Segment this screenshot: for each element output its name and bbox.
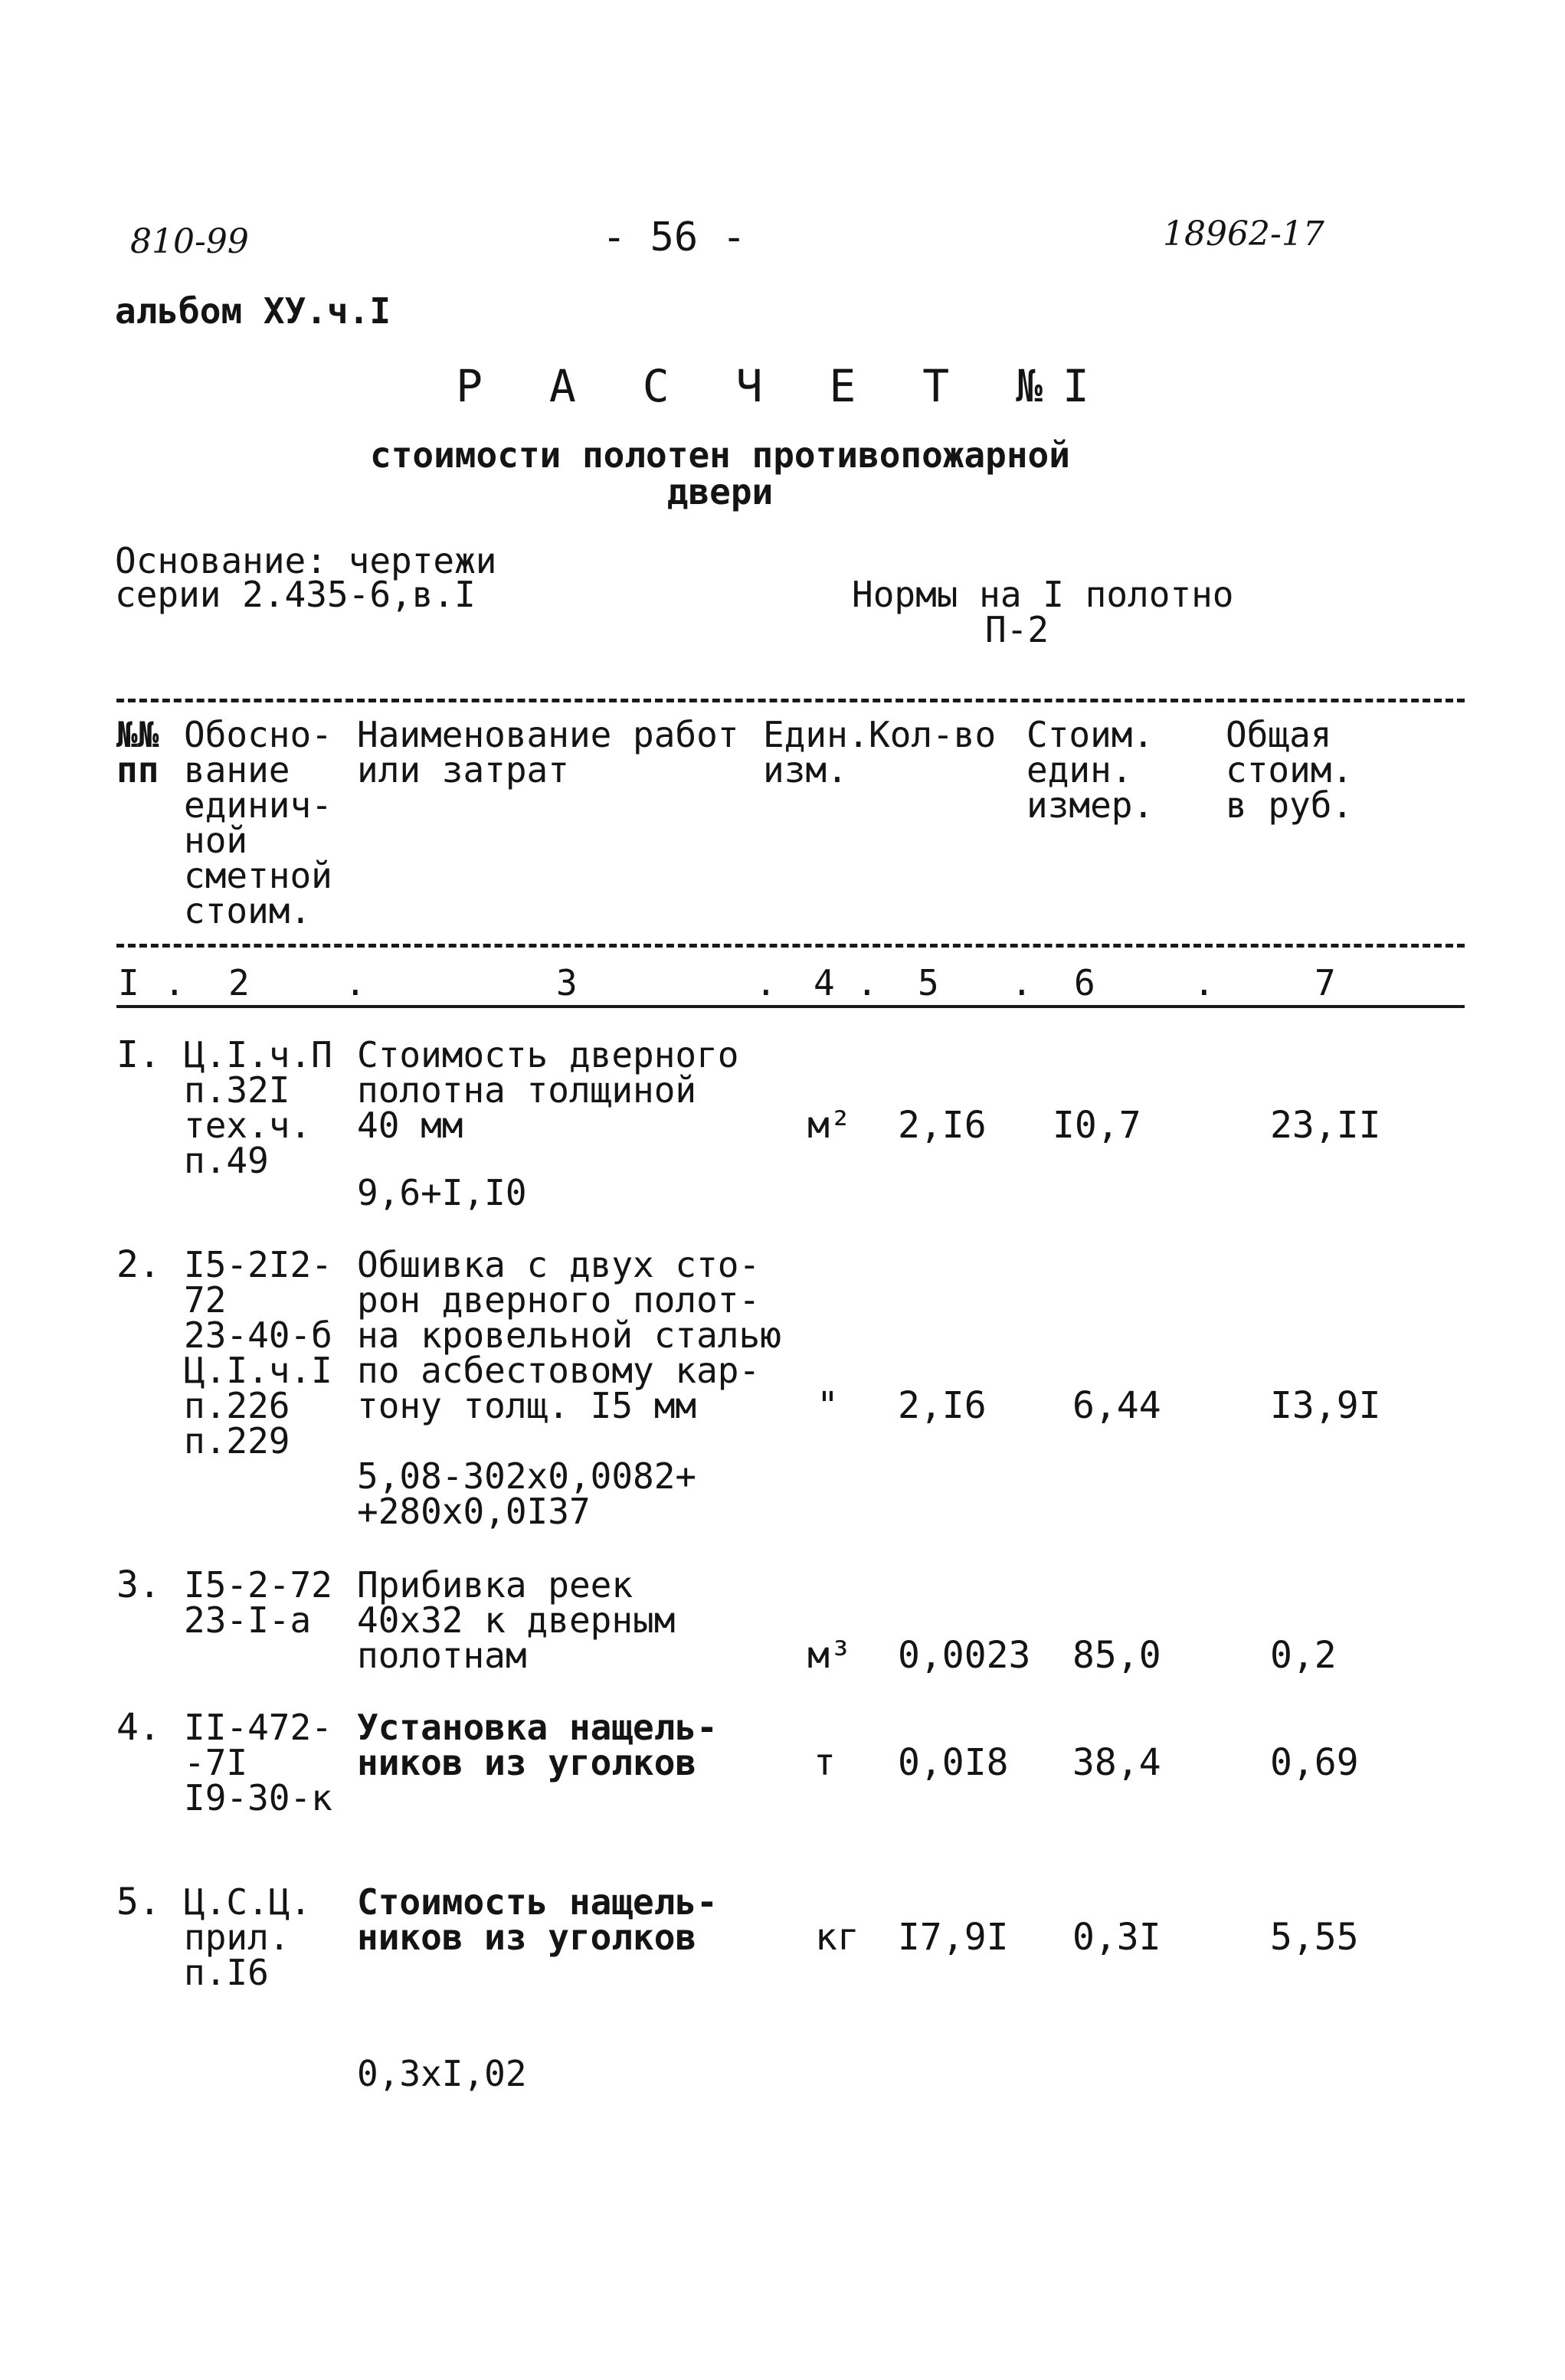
header-qty: Кол-во [869, 714, 997, 755]
column-separator: . [164, 962, 185, 1003]
header-unit: Един. изм. [763, 714, 869, 791]
header-unit-cost: Стоим. един. измер. [1026, 714, 1154, 826]
row-name: Стоимость нащель- ников из уголков [357, 1881, 718, 1958]
document-title: Р А С Ч Е Т №I [456, 360, 1109, 412]
row-formula: 5,08-302х0,0082+ +280х0,0I37 [357, 1455, 697, 1532]
row-unit: м³ [807, 1634, 852, 1677]
row-total: 0,2 [1270, 1634, 1337, 1677]
column-number: 2 [228, 962, 250, 1003]
row-number: 5. [116, 1881, 161, 1923]
row-basis: II-472- -7I I9-30-к [184, 1707, 332, 1819]
column-separator: . [856, 962, 878, 1003]
row-unit-cost: 0,3I [1072, 1916, 1161, 1959]
row-qty: 2,I6 [898, 1104, 987, 1147]
row-unit-cost: 85,0 [1072, 1634, 1161, 1677]
column-number: I [118, 962, 139, 1003]
column-number: 4 [814, 962, 835, 1003]
row-total: I3,9I [1270, 1384, 1381, 1427]
header-bottom-rule [116, 944, 1465, 948]
header-name: Наименование работ или затрат [357, 714, 739, 791]
row-unit: кг [815, 1916, 859, 1959]
row-name: Установка нащель- ников из уголков [357, 1707, 718, 1783]
row-unit-cost: 38,4 [1072, 1741, 1161, 1784]
row-basis: Ц.С.Ц. прил. п.I6 [184, 1881, 312, 1993]
row-total: 23,II [1270, 1104, 1381, 1147]
header-basis: Обосно- вание единич- ной сметной стоим. [184, 714, 332, 931]
row-unit: " [817, 1384, 839, 1427]
row-unit: м² [807, 1104, 852, 1147]
row-basis: I5-2I2- 72 23-40-б Ц.I.ч.I п.226 п.229 [184, 1244, 332, 1462]
basis-line1: Основание: чертежи [115, 540, 497, 581]
row-total: 0,69 [1270, 1741, 1359, 1784]
subtitle-line2: двери [666, 471, 774, 512]
album-reference: альбом ХУ.ч.I [115, 290, 391, 332]
row-unit-cost: I0,7 [1053, 1104, 1141, 1147]
row-number: I. [116, 1033, 161, 1076]
row-qty: 0,0023 [898, 1634, 1031, 1677]
row-name: Стоимость дверного полотна толщиной 40 мм [357, 1034, 739, 1146]
column-separator: . [345, 962, 366, 1003]
handwritten-number-left: 810-99 [130, 222, 249, 261]
row-number: 3. [116, 1563, 161, 1606]
row-basis: I5-2-72 23-I-а [184, 1564, 332, 1641]
header-total: Общая стоим. в руб. [1226, 714, 1354, 826]
column-number-underline [116, 1005, 1465, 1008]
column-number: 7 [1315, 962, 1336, 1003]
column-separator: . [1193, 962, 1215, 1003]
basis-line2: серии 2.435-6,в.I [115, 574, 476, 615]
row-name: Обшивка с двух сто- рон дверного полот- на кровельной сталью по асбестовому кар- тону толщ. I5 мм [357, 1244, 781, 1426]
row-qty: 2,I6 [898, 1384, 987, 1427]
row-qty: 0,0I8 [898, 1741, 1009, 1784]
column-number: 6 [1074, 962, 1095, 1003]
subtitle-line1: стоимости полотен противопожарной [370, 434, 1070, 476]
column-number: 3 [556, 962, 578, 1003]
norms-line2: П-2 [985, 609, 1049, 650]
row-formula: 9,6+I,I0 [357, 1172, 527, 1213]
norms-line1: Нормы на I полотно [852, 574, 1234, 615]
row-basis: Ц.I.ч.П п.32I тех.ч. п.49 [184, 1034, 332, 1181]
row-name: Прибивка реек 40х32 к дверным полотнам [357, 1564, 676, 1676]
column-separator: . [1011, 962, 1033, 1003]
row-qty: I7,9I [898, 1916, 1009, 1959]
header-number: №№ пп [116, 714, 159, 791]
page-number: - 56 - [602, 214, 746, 260]
table-top-rule [116, 699, 1465, 702]
column-separator: . [755, 962, 777, 1003]
row-total: 5,55 [1270, 1916, 1359, 1959]
row-unit: т [814, 1741, 836, 1784]
column-number: 5 [918, 962, 939, 1003]
row-number: 2. [116, 1243, 161, 1286]
column-number-row [0, 962, 1565, 1008]
row-formula: 0,3хI,02 [357, 2053, 527, 2094]
row-number: 4. [116, 1706, 161, 1749]
row-unit-cost: 6,44 [1072, 1384, 1161, 1427]
handwritten-number-right: 18962-17 [1163, 214, 1324, 254]
